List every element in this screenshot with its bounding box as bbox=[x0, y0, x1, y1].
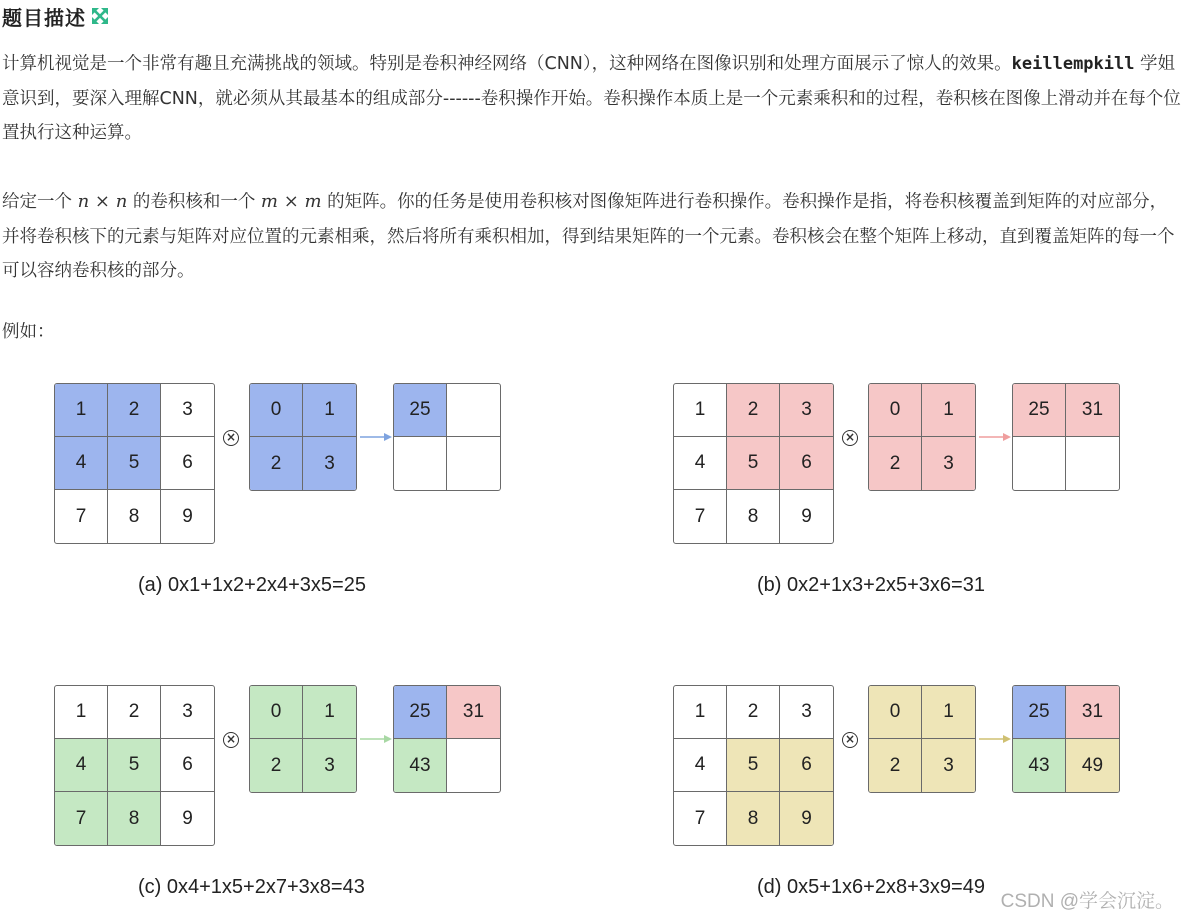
matrix-cell: 1 bbox=[55, 384, 108, 437]
matrix-cell: 1 bbox=[674, 384, 727, 437]
example-panel-c bbox=[54, 685, 514, 915]
kernel-cell: 3 bbox=[303, 739, 356, 792]
paragraph-2-text-a: 给定一个 bbox=[2, 192, 78, 212]
result-cell: 31 bbox=[447, 686, 500, 739]
matrix-cell: 4 bbox=[55, 739, 108, 792]
matrix-cell: 3 bbox=[780, 384, 833, 437]
example-panel-a bbox=[54, 383, 514, 613]
result-cell: 31 bbox=[1066, 384, 1119, 437]
matrix-cell: 8 bbox=[727, 792, 780, 845]
kernel-cell: 1 bbox=[922, 384, 975, 437]
result-cell: 25 bbox=[1013, 686, 1066, 739]
matrix-cell: 2 bbox=[727, 384, 780, 437]
expand-arrows-icon[interactable] bbox=[90, 6, 110, 26]
result-cell bbox=[1066, 437, 1119, 490]
matrix-cell: 7 bbox=[55, 792, 108, 845]
matrix-cell: 3 bbox=[780, 686, 833, 739]
matrix-cell: 9 bbox=[801, 505, 812, 527]
matrix-cell: 8 bbox=[727, 490, 780, 543]
matrix-cell: 9 bbox=[780, 792, 833, 845]
kernel-cell: 2 bbox=[250, 437, 303, 490]
matrix-cell: 3 bbox=[161, 686, 214, 739]
panel-caption: (a) 0x1+1x2+2x4+3x5=25 bbox=[138, 574, 366, 596]
result-cell: 49 bbox=[1066, 739, 1119, 792]
matrix-cell: 4 bbox=[674, 739, 727, 792]
kernel-cell: 2 bbox=[869, 739, 922, 792]
kernel-cell: 3 bbox=[922, 437, 975, 490]
result-matrix bbox=[1012, 685, 1120, 793]
result-cell bbox=[447, 437, 500, 490]
matrix-size-math: m × m bbox=[260, 191, 322, 212]
arrow-right-icon bbox=[360, 432, 392, 442]
arrow-right-icon bbox=[360, 734, 392, 744]
result-cell: 25 bbox=[394, 686, 447, 739]
kernel-cell: 1 bbox=[303, 384, 356, 437]
input-matrix bbox=[54, 383, 215, 544]
matrix-cell: 9 bbox=[182, 505, 193, 527]
example-panel-d bbox=[673, 685, 1133, 915]
matrix-cell: 4 bbox=[674, 437, 727, 490]
arrow-right-icon bbox=[979, 734, 1011, 744]
result-matrix bbox=[393, 383, 501, 491]
arrow-right-icon bbox=[979, 432, 1011, 442]
kernel-cell: 0 bbox=[250, 686, 303, 739]
convolution-operator-icon: × bbox=[223, 732, 239, 748]
paragraph-2-text-c: 的矩阵。你的任务是使用卷积核对图像矩阵进行卷积操作。卷积操作是指，将卷积核覆盖到矩阵的对应部分，并将卷积核下的元素与矩阵对应位置的元素相乘，然后将所有乘积相加，得到结果矩阵的一个元素。卷积核会在整个矩阵上移动，直到覆盖矩阵的每一个可以容纳卷积核的部分。 bbox=[2, 192, 1175, 281]
matrix-cell: 5 bbox=[108, 739, 161, 792]
matrix-cell: 6 bbox=[161, 437, 214, 490]
description-paragraph-2 bbox=[2, 185, 1182, 289]
matrix-cell: 5 bbox=[727, 739, 780, 792]
matrix-cell: 6 bbox=[161, 739, 214, 792]
matrix-cell: 7 bbox=[674, 490, 727, 543]
paragraph-2-text-b: 的卷积核和一个 bbox=[127, 192, 261, 212]
matrix-cell: 2 bbox=[108, 686, 161, 739]
paragraph-1-text-b: 学姐意识到，要深入理解CNN，就必须从其最基本的组成部分------卷积操作开始。卷积操作本质上是一个元素乘积和的过程，卷积核在图像上滑动并在每个位置执行这种运算。 bbox=[2, 54, 1181, 143]
matrix-cell: 2 bbox=[108, 384, 161, 437]
panel-caption: (c) 0x4+1x5+2x7+3x8=43 bbox=[138, 876, 365, 898]
matrix-cell: 5 bbox=[727, 437, 780, 490]
matrix-cell: 6 bbox=[780, 739, 833, 792]
result-cell bbox=[447, 739, 500, 792]
result-matrix bbox=[1012, 383, 1120, 491]
paragraph-1-text-a: 计算机视觉是一个非常有趣且充满挑战的领域。特别是卷积神经网络（CNN），这种网络在图像识别和处理方面展示了惊人的效果。 bbox=[2, 54, 1012, 74]
result-matrix bbox=[393, 685, 501, 793]
kernel-cell: 3 bbox=[303, 437, 356, 490]
example-label: 例如： bbox=[2, 322, 55, 342]
result-cell bbox=[447, 384, 500, 437]
panel-caption: (d) 0x5+1x6+2x8+3x9=49 bbox=[757, 876, 985, 898]
example-panel-b bbox=[673, 383, 1133, 613]
matrix-cell: 7 bbox=[55, 490, 108, 543]
input-matrix bbox=[673, 383, 834, 544]
kernel-cell: 2 bbox=[869, 437, 922, 490]
result-cell bbox=[394, 437, 447, 490]
result-cell: 43 bbox=[394, 739, 447, 792]
convolution-operator-icon: × bbox=[223, 430, 239, 446]
author-name: keillempkill bbox=[1011, 54, 1135, 74]
convolution-operator-icon: × bbox=[842, 430, 858, 446]
matrix-cell: 1 bbox=[55, 686, 108, 739]
result-cell: 31 bbox=[1066, 686, 1119, 739]
problem-title bbox=[2, 2, 110, 30]
input-matrix bbox=[673, 685, 834, 846]
result-cell: 43 bbox=[1013, 739, 1066, 792]
convolution-operator-icon: × bbox=[842, 732, 858, 748]
matrix-cell: 3 bbox=[161, 384, 214, 437]
result-cell: 25 bbox=[394, 384, 447, 437]
result-cell: 25 bbox=[1013, 384, 1066, 437]
matrix-cell: 9 bbox=[182, 807, 193, 829]
matrix-cell: 1 bbox=[674, 686, 727, 739]
matrix-cell: 2 bbox=[727, 686, 780, 739]
matrix-cell: 8 bbox=[108, 490, 161, 543]
kernel-cell: 2 bbox=[250, 739, 303, 792]
kernel-cell: 1 bbox=[922, 686, 975, 739]
input-matrix bbox=[54, 685, 215, 846]
kernel-matrix bbox=[249, 383, 357, 491]
kernel-cell: 0 bbox=[250, 384, 303, 437]
kernel-matrix bbox=[249, 685, 357, 793]
kernel-cell: 1 bbox=[303, 686, 356, 739]
kernel-matrix bbox=[868, 685, 976, 793]
description-paragraph-1 bbox=[2, 47, 1182, 151]
kernel-cell: 0 bbox=[869, 384, 922, 437]
problem-title-text: 题目描述 bbox=[2, 5, 86, 30]
result-cell bbox=[1013, 437, 1066, 490]
matrix-cell: 7 bbox=[674, 792, 727, 845]
matrix-cell: 8 bbox=[108, 792, 161, 845]
kernel-cell: 0 bbox=[869, 686, 922, 739]
kernel-size-math: n × n bbox=[77, 191, 128, 212]
matrix-cell: 6 bbox=[780, 437, 833, 490]
watermark: CSDN @学会沉淀。 bbox=[1000, 891, 1174, 912]
matrix-cell: 4 bbox=[55, 437, 108, 490]
matrix-cell: 5 bbox=[108, 437, 161, 490]
panel-caption: (b) 0x2+1x3+2x5+3x6=31 bbox=[757, 574, 985, 596]
kernel-cell: 3 bbox=[922, 739, 975, 792]
kernel-matrix bbox=[868, 383, 976, 491]
